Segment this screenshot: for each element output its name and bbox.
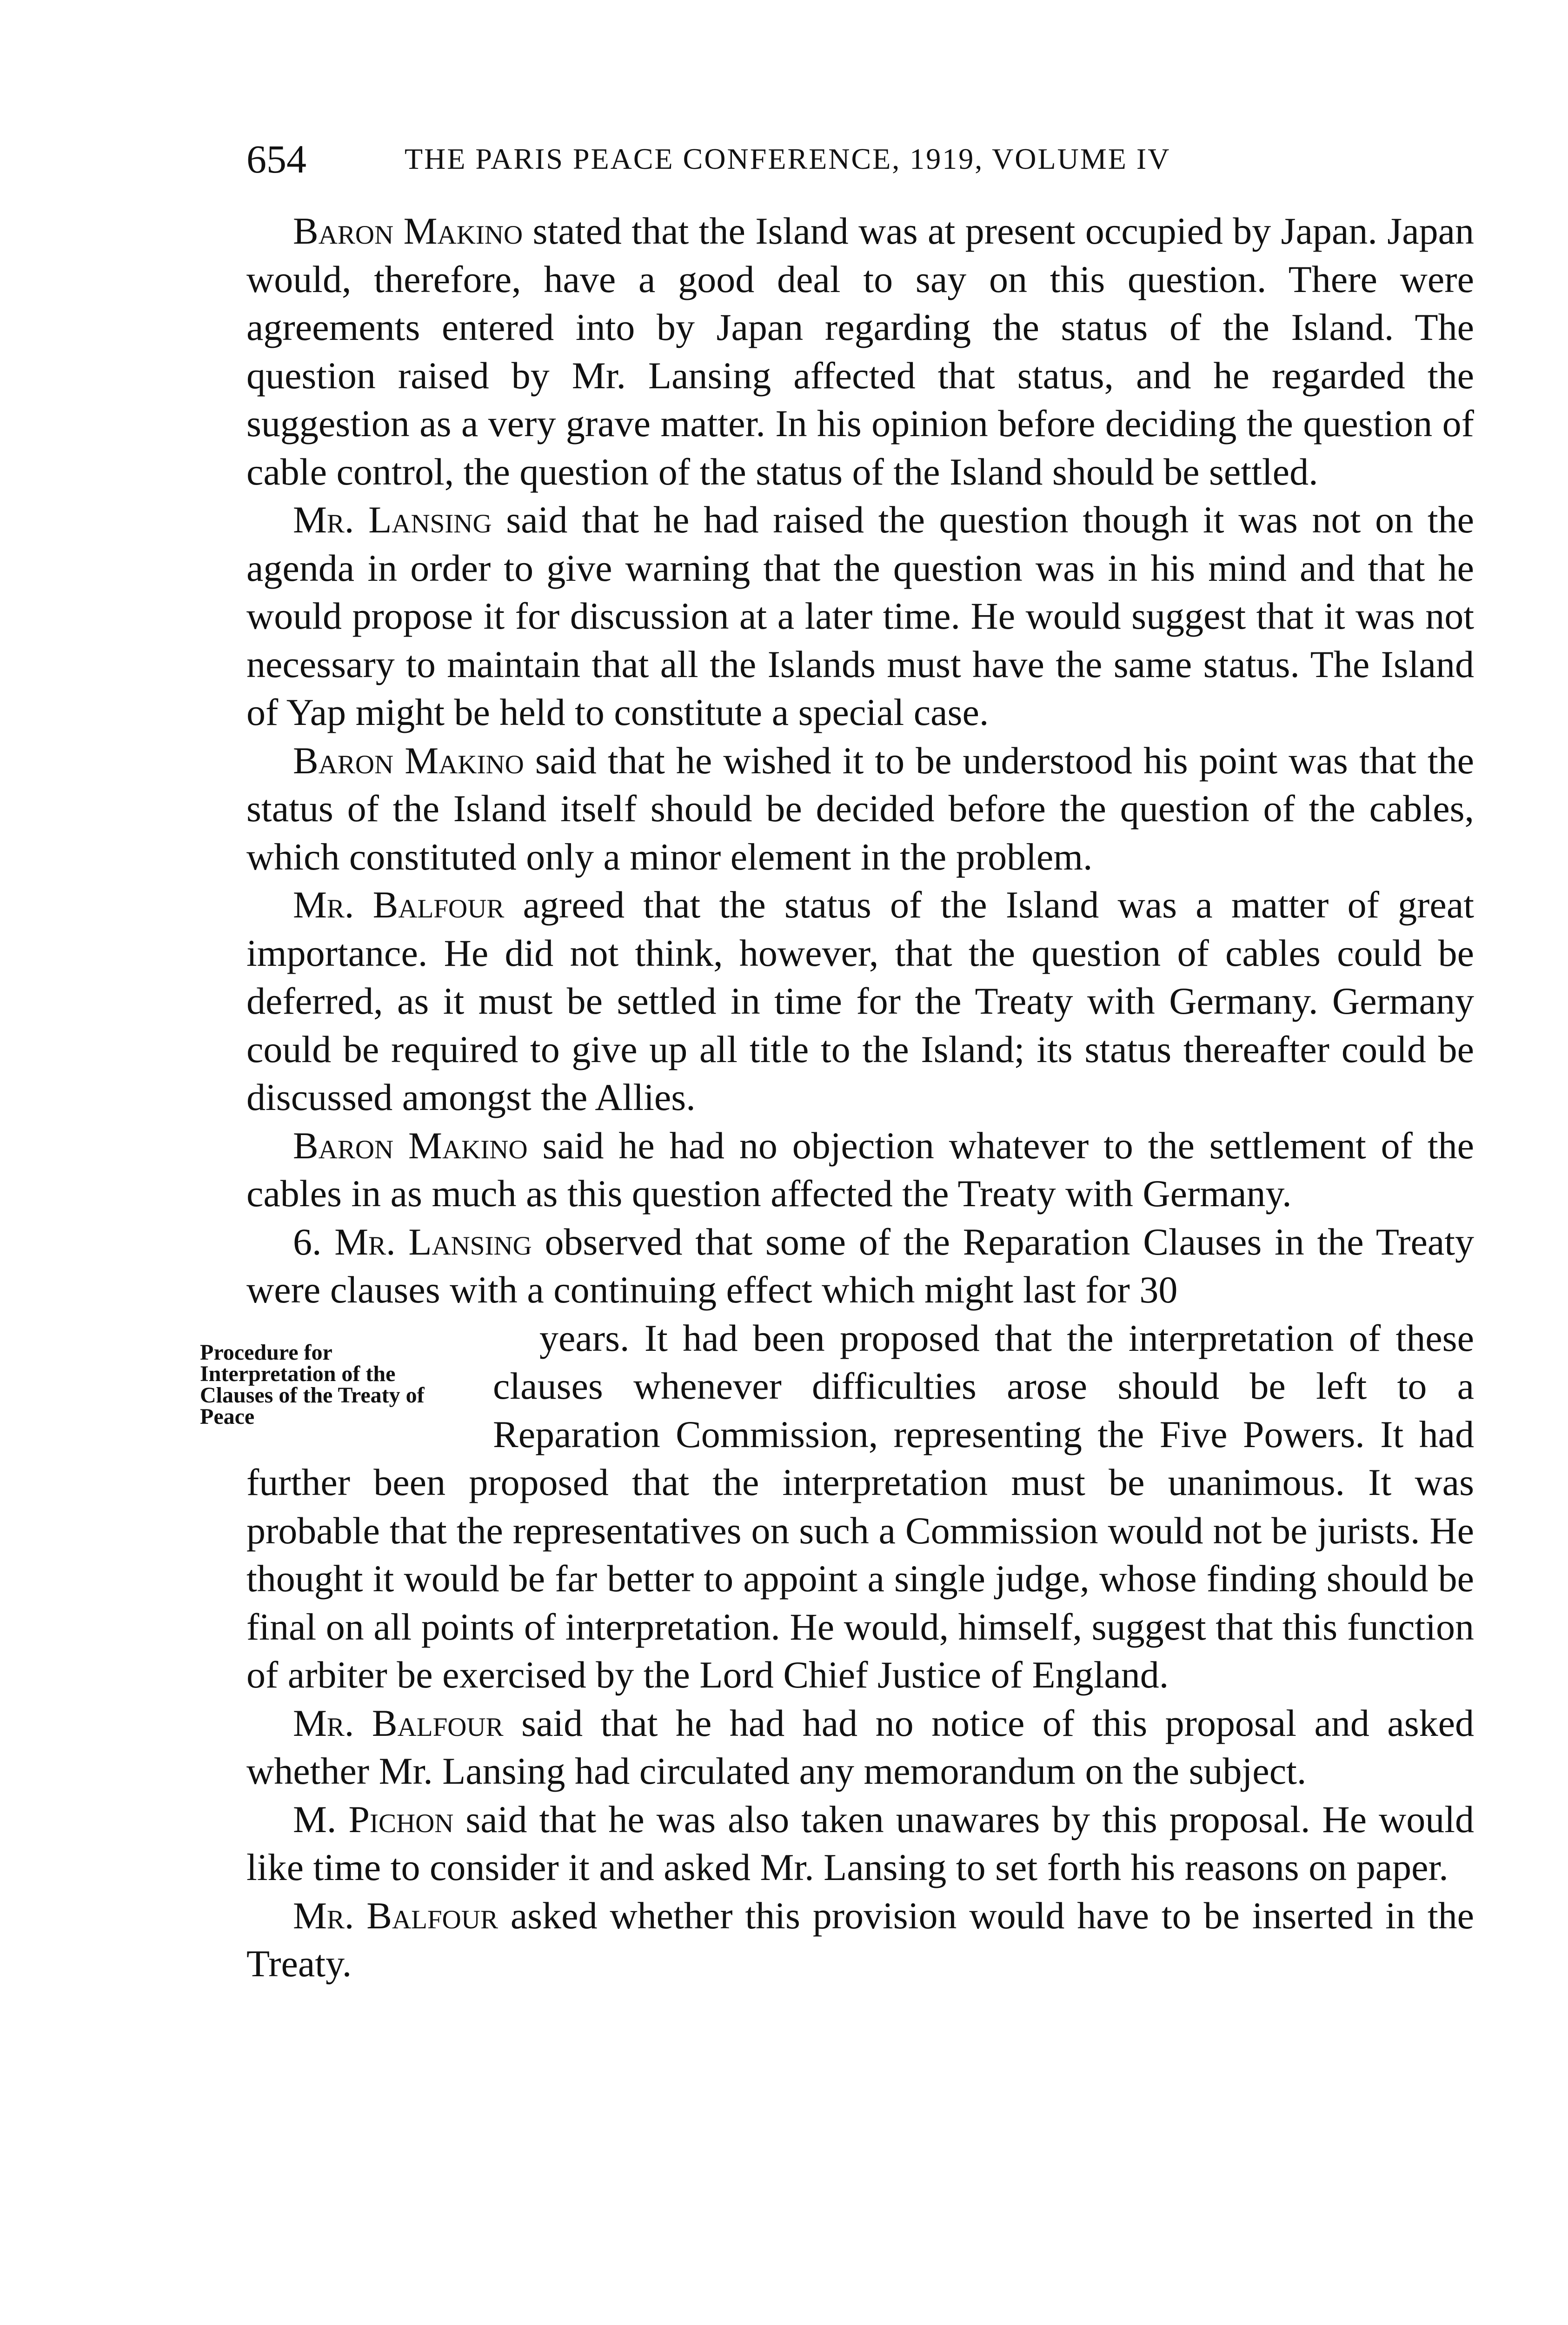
paragraph-text: said that he was also taken unawares by this proposal. He would like time to consider it and asked Mr. Lansing to set forth his reasons on paper. — [246, 1798, 1474, 1888]
paragraph-text: stated that the Island was at present occupied by Japan. Japan would, therefore, have a good deal to say on this question. There were agreements entered into by Japan regarding the status of the Island. The question raised by Mr. Lansing affected that status, and he regarded the suggestion as a very grave matter. In his opinion before deciding the question of cable control, the question of the status of the Island should be settled. — [246, 210, 1475, 493]
running-title: THE PARIS PEACE CONFERENCE, 1919, VOLUME IV — [405, 142, 1171, 175]
paragraph-text: said that he had had no notice of this proposal and asked whether Mr. Lansing had circulated any memorandum on the subject. — [246, 1701, 1475, 1792]
speaker-name: M. Pichon — [293, 1798, 454, 1840]
item-number: 6. — [293, 1220, 335, 1263]
speaker-name: Baron Makino — [293, 739, 524, 782]
paragraph — [246, 1699, 1474, 1795]
body-text — [200, 207, 1475, 1988]
page-number: 654 — [246, 137, 306, 181]
paragraph-text: years. It had been proposed that the interpretation of these clauses whenever difficulties arose should be left to a Reparation Commission, representing the Five Powers. It had further been proposed that the interpretation must be unanimous. It was probable that the representatives on such a Commission would not be jurists. He thought it would be far better to appoint a single judge, whose finding should be final on all points of interpretation. He would, himself, suggest that this function of arbiter be exercised by the Lord Chief Justice of England. — [246, 1316, 1474, 1696]
speaker-name: Mr. Balfour — [293, 1894, 498, 1937]
speaker-name: Mr. Lansing — [293, 498, 492, 541]
speaker-name: Mr. Balfour — [293, 1701, 504, 1744]
paragraph-text: agreed that the status of the Island was a matter of great importance. He did not think, however, that the question of cables could be deferred, as it must be settled in time for the Treaty with Germany. Germany could be required to give up all title to the Island; its status thereafter could be discussed amongst the Allies. — [246, 884, 1475, 1118]
speaker-name: Baron Makino — [293, 210, 523, 252]
speaker-name: Mr. Balfour — [293, 884, 505, 926]
paragraph-text: said that he wished it to be understood his point was that the status of the Island itself should be decided before the question of the cables, which constituted only a minor element in the problem. — [246, 739, 1474, 878]
paragraph — [246, 1122, 1474, 1218]
paragraph-text: said that he had raised the question though it was not on the agenda in order to give warning that the question was in his mind and that he would propose it for discussion at a later time. He would suggest that it was not necessary to maintain that all the Islands must have the same status. The Island of Yap might be held to constitute a special case. — [246, 498, 1475, 733]
paragraph — [246, 1892, 1474, 1988]
paragraph-text: said he had no objection whatever to the settlement of the cables in as much as this question affected the Treaty with Germany. — [246, 1124, 1474, 1215]
margin-note: Procedure for Interpretation of the Clauses of the Treaty of Peace — [200, 1340, 425, 1429]
paragraph — [246, 881, 1474, 1122]
paragraph — [246, 737, 1474, 881]
speaker-name: Baron Makino — [293, 1124, 528, 1167]
paragraph-text: asked whether this provision would have to be inserted in the Treaty. — [246, 1894, 1474, 1985]
paragraph — [246, 1795, 1474, 1892]
paragraph-text: observed that some of the Reparation Clauses in the Treaty were clauses with a continuing effect which might last for 30 — [246, 1220, 1475, 1311]
item-6-continuation — [200, 1314, 1474, 1699]
item-6-paragraph — [246, 1218, 1474, 1314]
page-header — [246, 131, 1474, 187]
paragraph — [246, 496, 1474, 737]
speaker-name: Mr. Lansing — [334, 1220, 532, 1263]
paragraph — [246, 207, 1474, 496]
